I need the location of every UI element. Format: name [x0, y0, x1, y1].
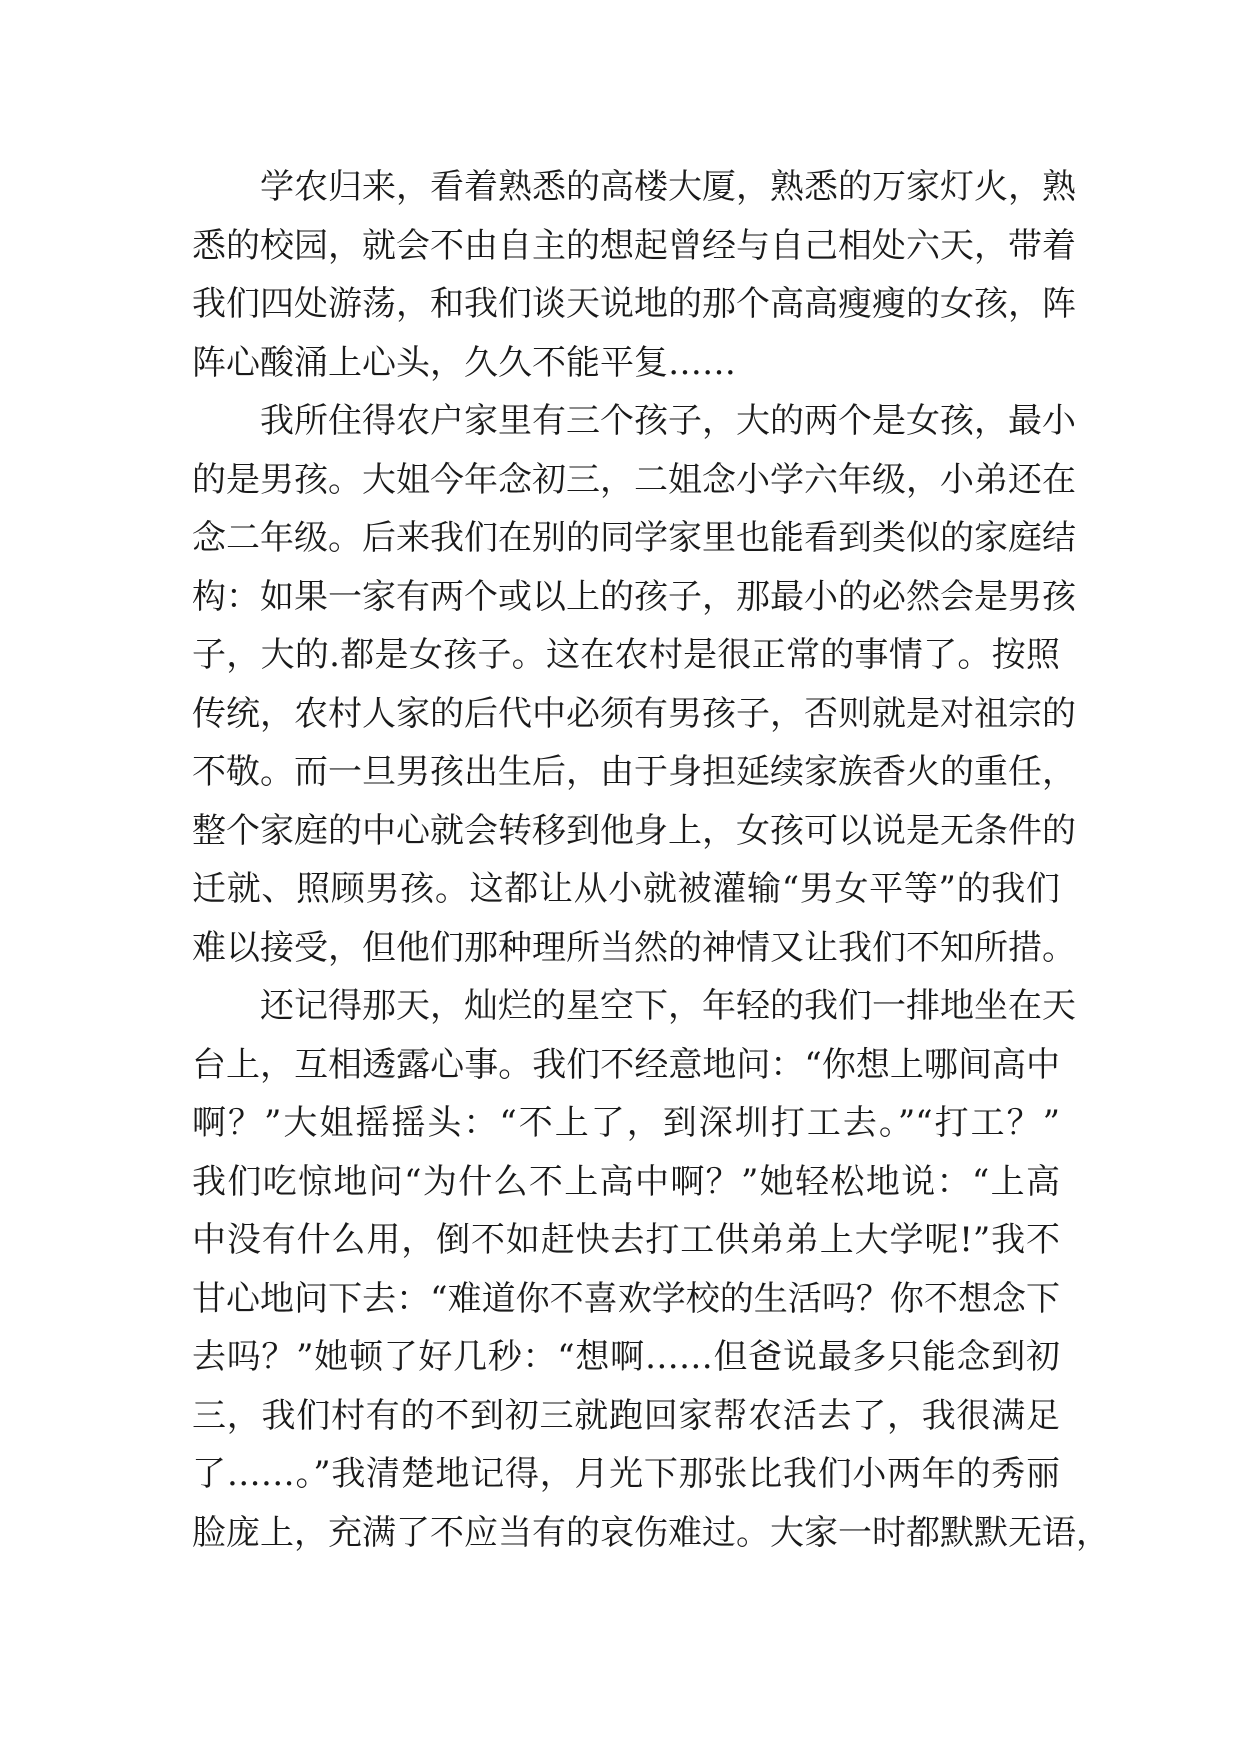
text-line: 我所住得农户家里有三个孩子，大的两个是女孩，最小 — [260, 401, 1076, 441]
text-line: 构：如果一家有两个或以上的孩子，那最小的必然会是男孩 — [192, 576, 1076, 617]
text-line: 脸庞上，充满了不应当有的哀伤难过。大家一时都默默无语， — [192, 1512, 1110, 1553]
text-line: 去吗？”她顿了好几秒：“想啊……但爸说最多只能念到初 — [192, 1337, 1060, 1377]
text-line: 阵心酸涌上心头，久久不能平复…… — [192, 342, 736, 383]
text-line: 我们吃惊地问“为什么不上高中啊？”她轻松地说：“上高 — [192, 1161, 1060, 1202]
text-line: 中没有什么用，倒不如赶快去打工供弟弟上大学呢!”我不 — [192, 1220, 1060, 1260]
text-line: 难以接受，但他们那种理所当然的神情又让我们不知所措。 — [192, 927, 1076, 968]
paragraph-3 — [192, 977, 1110, 1562]
text-line: 我们四处游荡，和我们谈天说地的那个高高瘦瘦的女孩，阵 — [192, 284, 1076, 324]
text-line: 甘心地问下去：“难道你不喜欢学校的生活吗？你不想念下 — [192, 1278, 1060, 1319]
text-line: 悉的校园，就会不由自主的想起曾经与自己相处六天，带着 — [192, 225, 1076, 266]
paragraph-2 — [192, 392, 1076, 977]
paragraph-1 — [192, 158, 1076, 392]
text-line: 还记得那天，灿烂的星空下，年轻的我们一排地坐在天 — [260, 986, 1076, 1026]
text-line: 整个家庭的中心就会转移到他身上，女孩可以说是无条件的 — [192, 810, 1076, 851]
text-line: 啊？”大姐摇摇头：“不上了，到深圳打工去。”“打工？” — [192, 1103, 1060, 1143]
text-line: 传统，农村人家的后代中必须有男孩子，否则就是对祖宗的 — [192, 693, 1076, 734]
text-line: 迁就、照顾男孩。这都让从小就被灌输“男女平等”的我们 — [192, 869, 1060, 909]
text-line: 念二年级。后来我们在别的同学家里也能看到类似的家庭结 — [192, 518, 1076, 558]
text-line: 不敬。而一旦男孩出生后，由于身担延续家族香火的重任， — [192, 752, 1076, 792]
text-line: 了……。”我清楚地记得，月光下那张比我们小两年的秀丽 — [192, 1454, 1060, 1494]
text-line: 的是男孩。大姐今年念初三，二姐念小学六年级，小弟还在 — [192, 459, 1076, 500]
text-line: 台上，互相透露心事。我们不经意地问：“你想上哪间高中 — [192, 1044, 1060, 1085]
text-line: 学农归来，看着熟悉的高楼大厦，熟悉的万家灯火，熟 — [260, 167, 1076, 207]
text-line: 子，大的.都是女孩子。这在农村是很正常的事情了。按照 — [192, 635, 1060, 675]
text-line: 三，我们村有的不到初三就跑回家帮农活去了，我很满足 — [192, 1395, 1060, 1436]
essay-body — [192, 158, 1110, 1562]
